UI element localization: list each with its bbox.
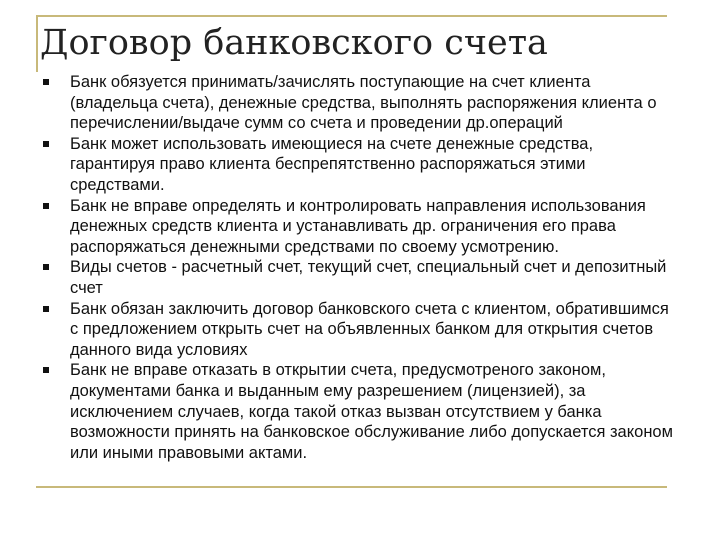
square-bullet-icon <box>43 306 49 312</box>
square-bullet-icon <box>43 141 49 147</box>
list-item-text: Банк не вправе отказать в открытии счета, предусмотреного законом, документами банка и выданным ему разрешением (лицензией), за исключением случаев, когда такой отказ вызван отсутствием у банка возможности принять на банковское обслуживание либо допускается законом или иными правовыми актами. <box>70 361 673 462</box>
square-bullet-icon <box>43 203 49 209</box>
list-item <box>40 134 680 196</box>
list-item-text: Банк может использовать имеющиеся на счете денежные средства, гарантируя право клиента беспрепятственно распоряжаться этими средствами. <box>70 134 594 194</box>
list-item <box>40 196 680 258</box>
slide-title: Договор банковского счета <box>40 23 548 63</box>
list-item <box>40 360 680 463</box>
list-item-text: Виды счетов - расчетный счет, текущий счет, специальный счет и депозитный счет <box>70 258 667 297</box>
square-bullet-icon <box>43 367 49 373</box>
list-item-text: Банк обязан заключить договор банковского счета с клиентом, обратившимся с предложением открыть счет на объявленных банком для открытия счетов данного вида условиях <box>70 299 669 359</box>
list-item-text: Банк обязуется принимать/зачислять поступающие на счет клиента (владельца счета), денежные средства, выполнять распоряжения клиента о перечислении/выдаче сумм со счета и проведении др.операций <box>70 73 657 133</box>
bullet-list <box>40 72 680 463</box>
top-decorative-rule <box>36 15 667 17</box>
list-item <box>40 72 680 134</box>
list-item <box>40 299 680 361</box>
list-item <box>40 257 680 298</box>
square-bullet-icon <box>43 79 49 85</box>
left-decorative-rule <box>36 15 38 72</box>
bottom-decorative-rule <box>36 486 667 488</box>
square-bullet-icon <box>43 264 49 270</box>
list-item-text: Банк не вправе определять и контролировать направления использования денежных средств клиента и устанавливать др. ограничения его права распоряжаться денежными средствами по своему усмотрению. <box>70 196 646 256</box>
